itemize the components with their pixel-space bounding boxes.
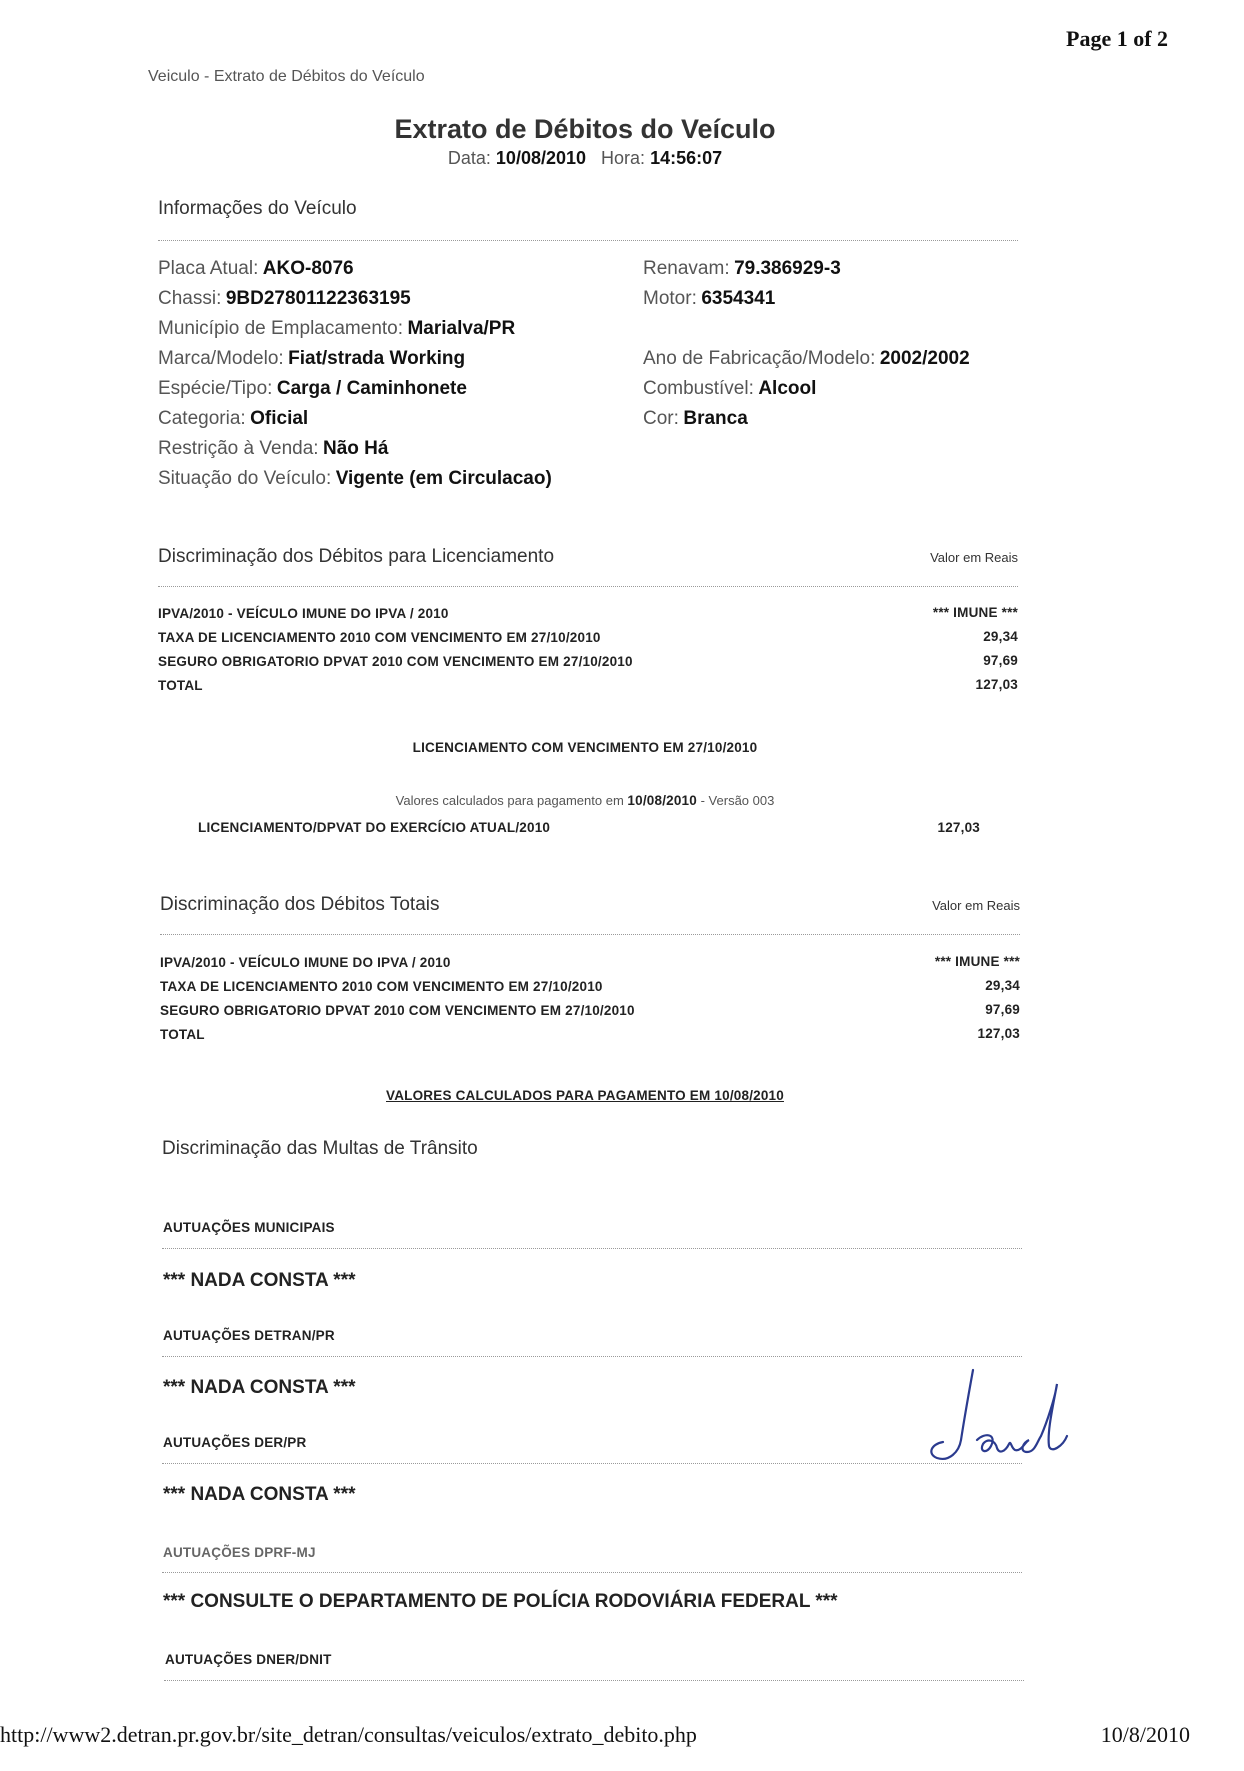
info-row-categoria: Categoria: Oficial bbox=[158, 408, 309, 429]
date-label: Data: bbox=[447, 148, 491, 168]
info-row-especie: Espécie/Tipo: Carga / Caminhonete bbox=[158, 378, 467, 399]
section-title-dprf: AUTUAÇÕES DPRF-MJ bbox=[163, 1545, 316, 1560]
table-row-total: TOTAL 127,03 bbox=[160, 1026, 1020, 1042]
footer-url[interactable]: http://www2.detran.pr.gov.br/site_detran/consultas/veiculos/extrato_debito.php bbox=[0, 1722, 697, 1747]
info-row-restricao: Restrição à Venda: Não Há bbox=[158, 438, 389, 459]
status-detran: *** NADA CONSTA *** bbox=[163, 1377, 356, 1398]
info-row-motor: Motor: 6354341 bbox=[643, 288, 776, 309]
info-row-renavam: Renavam: 79.386929-3 bbox=[643, 258, 841, 279]
section-title-detran: AUTUAÇÕES DETRAN/PR bbox=[163, 1328, 335, 1343]
calc-note: Valores calculados para pagamento em 10/08/2010 - Versão 003 bbox=[395, 793, 775, 808]
vencimento-title: LICENCIAMENTO COM VENCIMENTO EM 27/10/2010 bbox=[412, 740, 758, 755]
signature bbox=[925, 1362, 1095, 1472]
status-der: *** NADA CONSTA *** bbox=[163, 1484, 356, 1505]
divider bbox=[164, 1680, 1024, 1681]
vehicle-info-heading: Informações do Veículo bbox=[158, 198, 357, 219]
time-label: Hora: bbox=[601, 148, 646, 168]
table-row-total: TOTAL 127,03 bbox=[158, 677, 1018, 693]
table-row: IPVA/2010 - VEÍCULO IMUNE DO IPVA / 2010 *** IMUNE *** bbox=[160, 954, 1020, 970]
status-dprf: *** CONSULTE O DEPARTAMENTO DE POLÍCIA RODOVIÁRIA FEDERAL *** bbox=[163, 1591, 838, 1612]
table-row: TAXA DE LICENCIAMENTO 2010 COM VENCIMENTO EM 27/10/2010 29,34 bbox=[160, 978, 1020, 994]
info-row-placa: Placa Atual: AKO-8076 bbox=[158, 258, 354, 279]
table-row: SEGURO OBRIGATORIO DPVAT 2010 COM VENCIMENTO EM 27/10/2010 97,69 bbox=[160, 1002, 1020, 1018]
divider bbox=[162, 1463, 1022, 1464]
breadcrumb: Veiculo - Extrato de Débitos do Veículo bbox=[148, 68, 425, 85]
section-title-municipais: AUTUAÇÕES MUNICIPAIS bbox=[163, 1220, 335, 1235]
info-row-situacao: Situação do Veículo: Vigente (em Circulacao) bbox=[158, 468, 552, 489]
time-value: 14:56:07 bbox=[650, 148, 723, 168]
info-row-chassi: Chassi: 9BD27801122363195 bbox=[158, 288, 411, 309]
licenciamento-heading: Discriminação dos Débitos para Licenciamento bbox=[158, 546, 555, 567]
page-number: Page 1 of 2 bbox=[1066, 26, 1169, 51]
totais-table bbox=[160, 954, 1020, 1050]
info-row-ano: Ano de Fabricação/Modelo: 2002/2002 bbox=[643, 348, 970, 369]
divider bbox=[162, 1572, 1022, 1573]
info-row-cor: Cor: Branca bbox=[643, 408, 748, 429]
currency-note: Valor em Reais bbox=[932, 898, 1020, 913]
totais-heading: Discriminação dos Débitos Totais bbox=[160, 894, 440, 915]
table-row: IPVA/2010 - VEÍCULO IMUNE DO IPVA / 2010 *** IMUNE *** bbox=[158, 605, 1018, 621]
exercicio-label: LICENCIAMENTO/DPVAT DO EXERCÍCIO ATUAL/2010 bbox=[198, 820, 551, 835]
section-title-der: AUTUAÇÕES DER/PR bbox=[163, 1435, 307, 1450]
info-row-municipio: Município de Emplacamento: Marialva/PR bbox=[158, 318, 516, 339]
divider bbox=[158, 240, 1018, 241]
info-row-combustivel: Combustível: Alcool bbox=[643, 378, 817, 399]
divider bbox=[160, 934, 1020, 935]
table-row: TAXA DE LICENCIAMENTO 2010 COM VENCIMENTO EM 27/10/2010 29,34 bbox=[158, 629, 1018, 645]
info-row-marca: Marca/Modelo: Fiat/strada Working bbox=[158, 348, 466, 369]
section-title-dnit: AUTUAÇÕES DNER/DNIT bbox=[165, 1652, 332, 1667]
table-row: SEGURO OBRIGATORIO DPVAT 2010 COM VENCIMENTO EM 27/10/2010 97,69 bbox=[158, 653, 1018, 669]
vehicle-info-left bbox=[158, 258, 552, 498]
divider bbox=[158, 586, 1018, 587]
timestamp bbox=[0, 148, 1170, 169]
multas-heading: Discriminação das Multas de Trânsito bbox=[162, 1138, 478, 1159]
footer-date: 10/8/2010 bbox=[1100, 1722, 1190, 1747]
status-municipais: *** NADA CONSTA *** bbox=[163, 1270, 356, 1291]
divider bbox=[162, 1356, 1022, 1357]
page-title: Extrato de Débitos do Veículo bbox=[394, 114, 776, 144]
exercicio-value: 127,03 bbox=[937, 820, 980, 835]
date-value: 10/08/2010 bbox=[495, 148, 587, 168]
divider bbox=[162, 1248, 1022, 1249]
currency-note: Valor em Reais bbox=[930, 550, 1018, 565]
licenciamento-table bbox=[158, 605, 1018, 701]
calc-link[interactable]: VALORES CALCULADOS PARA PAGAMENTO EM 10/08/2010 bbox=[386, 1088, 784, 1103]
vehicle-info-right bbox=[643, 258, 970, 438]
